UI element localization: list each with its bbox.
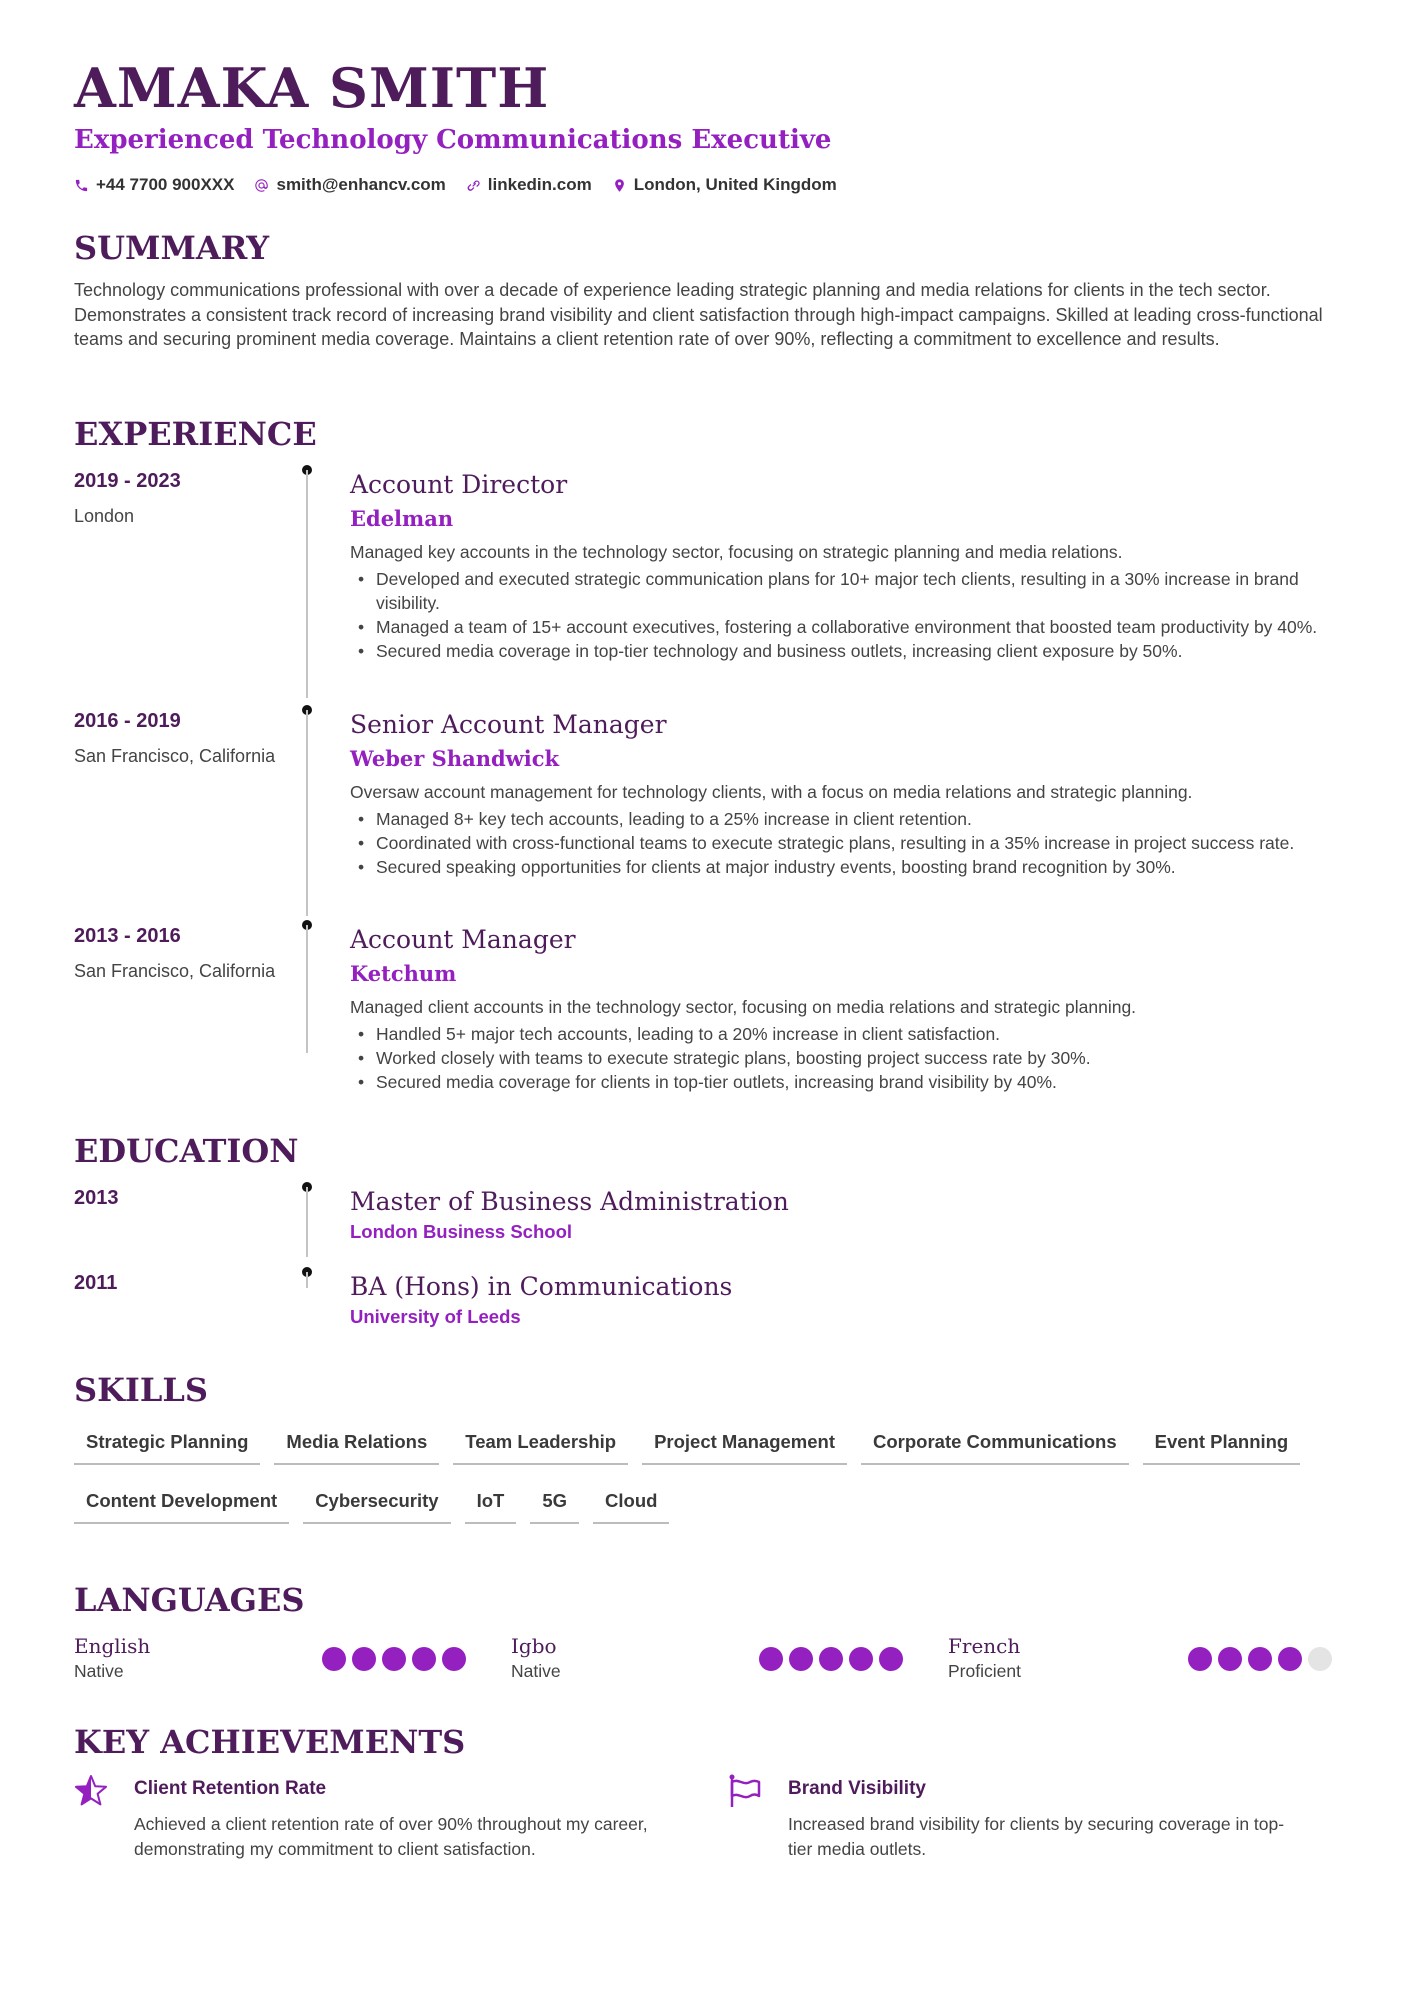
skill-tag: Project Management	[642, 1424, 847, 1465]
contact-location-text: London, United Kingdom	[633, 175, 837, 194]
achievement-description: Achieved a client retention rate of over 90% throughout my career, demonstrating my commitment to client satisfaction.	[134, 1814, 648, 1859]
timeline-line	[306, 925, 308, 1053]
skill-tag: Media Relations	[274, 1424, 439, 1465]
company-name: Weber Shandwick	[350, 746, 560, 771]
at-icon	[254, 178, 269, 193]
skill-tag: Strategic Planning	[74, 1424, 260, 1465]
rating-dot-filled	[789, 1647, 813, 1671]
rating-dot-filled	[819, 1647, 843, 1671]
star-icon	[74, 1774, 108, 1808]
job-bullet: • Worked closely with teams to execute strategic plans, boosting project success rate by 30%.	[350, 1046, 1332, 1070]
skills-heading: SKILLS	[74, 1371, 208, 1409]
job-bullet: • Managed 8+ key tech accounts, leading to a 25% increase in client retention.	[350, 807, 1332, 831]
job-dates: 2016 - 2019	[74, 710, 181, 732]
achievements-heading: KEY ACHIEVEMENTS	[74, 1723, 466, 1761]
language-item	[511, 1633, 901, 1683]
summary-text: Technology communications professional with over a decade of experience leading strategic planning and media relations for clients in the tech sector. Demonstrates a consistent track record of increasing brand visibility and client satisfaction through high-impact campaigns. Skilled at leading cross-functional teams and securing prominent media coverage. Maintains a client retention rate of over 90%, reflecting a commitment to excellence and results.	[74, 280, 1323, 349]
rating-dot-filled	[1248, 1647, 1272, 1671]
skill-tag: Cloud	[593, 1483, 669, 1524]
timeline-line	[306, 470, 308, 698]
language-name: English	[74, 1634, 151, 1658]
contact-bar	[74, 175, 837, 195]
languages-list	[74, 1633, 1332, 1693]
job-location: San Francisco, California	[74, 746, 276, 766]
skill-tag: Event Planning	[1143, 1424, 1301, 1465]
rating-dot-filled	[1188, 1647, 1212, 1671]
education-year: 2013	[74, 1187, 119, 1209]
job-bullet: • Handled 5+ major tech accounts, leading to a 20% increase in client satisfaction.	[350, 1022, 1332, 1046]
language-level: Proficient	[948, 1661, 1021, 1681]
language-rating	[759, 1647, 903, 1671]
job-description: Managed key accounts in the technology sector, focusing on strategic planning and media relations.	[350, 542, 1123, 562]
achievement-title: Brand Visibility	[788, 1778, 926, 1799]
candidate-name: AMAKA SMITH	[74, 56, 550, 120]
company-name: Ketchum	[350, 961, 457, 986]
rating-dot-filled	[382, 1647, 406, 1671]
contact-email[interactable]	[254, 175, 445, 195]
skill-tag: Team Leadership	[453, 1424, 628, 1465]
job-bullet: • Secured speaking opportunities for clients at major industry events, boosting brand recognition by 30%.	[350, 855, 1332, 879]
job-title: Account Director	[350, 470, 568, 499]
timeline-line	[306, 1272, 308, 1288]
timeline-line	[306, 1187, 308, 1257]
job-bullets	[350, 567, 1332, 663]
job-bullet: • Coordinated with cross-functional teams to execute strategic plans, resulting in a 35% increase in project success rate.	[350, 831, 1332, 855]
rating-dot-filled	[352, 1647, 376, 1671]
job-description: Oversaw account management for technology clients, with a focus on media relations and strategic planning.	[350, 782, 1193, 802]
language-level: Native	[511, 1661, 561, 1681]
contact-location	[612, 175, 837, 195]
languages-heading: LANGUAGES	[74, 1581, 305, 1619]
education-heading: EDUCATION	[74, 1132, 299, 1170]
rating-dot-filled	[759, 1647, 783, 1671]
contact-linkedin-text: linkedin.com	[487, 175, 592, 194]
contact-phone-text: +44 7700 900XXX	[96, 175, 235, 194]
language-level: Native	[74, 1661, 124, 1681]
phone-icon	[74, 178, 89, 193]
rating-dot-empty	[1308, 1647, 1332, 1671]
job-description: Managed client accounts in the technology sector, focusing on media relations and strategic planning.	[350, 997, 1137, 1017]
degree-title: BA (Hons) in Communications	[350, 1272, 733, 1301]
contact-linkedin[interactable]	[466, 175, 592, 195]
job-dates: 2013 - 2016	[74, 925, 181, 947]
job-location: San Francisco, California	[74, 961, 276, 981]
school-name: London Business School	[350, 1221, 573, 1242]
job-bullets	[350, 807, 1332, 879]
skill-tag: IoT	[465, 1483, 517, 1524]
language-name: French	[948, 1634, 1021, 1658]
rating-dot-filled	[1278, 1647, 1302, 1671]
skill-tag: Content Development	[74, 1483, 289, 1524]
contact-email-text: smith@enhancv.com	[276, 175, 446, 194]
rating-dot-filled	[1218, 1647, 1242, 1671]
skill-tag: 5G	[530, 1483, 579, 1524]
achievement-description: Increased brand visibility for clients by securing coverage in top-tier media outlets.	[788, 1814, 1285, 1859]
flag-icon	[728, 1774, 762, 1808]
school-name: University of Leeds	[350, 1306, 521, 1327]
job-title: Account Manager	[350, 925, 576, 954]
contact-phone[interactable]	[74, 175, 234, 195]
language-rating	[322, 1647, 466, 1671]
job-location: London	[74, 506, 135, 526]
candidate-headline: Experienced Technology Communications Executive	[74, 125, 832, 155]
summary-heading: SUMMARY	[74, 229, 270, 267]
link-icon	[466, 178, 481, 193]
degree-title: Master of Business Administration	[350, 1187, 789, 1216]
job-bullets	[350, 1022, 1332, 1094]
skill-tag: Cybersecurity	[303, 1483, 450, 1524]
achievement-title: Client Retention Rate	[134, 1778, 327, 1799]
skills-list	[74, 1424, 1332, 1524]
rating-dot-filled	[322, 1647, 346, 1671]
company-name: Edelman	[350, 506, 454, 531]
education-year: 2011	[74, 1272, 118, 1294]
language-item	[948, 1633, 1338, 1683]
location-pin-icon	[612, 178, 627, 193]
job-title: Senior Account Manager	[350, 710, 667, 739]
job-bullet: • Managed a team of 15+ account executives, fostering a collaborative environment that boosted team productivity by 40%.	[350, 615, 1332, 639]
language-name: Igbo	[511, 1634, 557, 1658]
job-dates: 2019 - 2023	[74, 470, 181, 492]
job-bullet: • Secured media coverage for clients in top-tier outlets, increasing brand visibility by 40%.	[350, 1070, 1332, 1094]
language-rating	[1188, 1647, 1332, 1671]
rating-dot-filled	[442, 1647, 466, 1671]
skill-tag: Corporate Communications	[861, 1424, 1129, 1465]
rating-dot-filled	[879, 1647, 903, 1671]
rating-dot-filled	[849, 1647, 873, 1671]
language-item	[74, 1633, 464, 1683]
job-bullet: • Developed and executed strategic communication plans for 10+ major tech clients, resulting in a 30% increase in brand visibility.	[350, 567, 1332, 615]
timeline-line	[306, 710, 308, 916]
rating-dot-filled	[412, 1647, 436, 1671]
experience-heading: EXPERIENCE	[74, 415, 317, 453]
job-bullet: • Secured media coverage in top-tier technology and business outlets, increasing client exposure by 50%.	[350, 639, 1332, 663]
